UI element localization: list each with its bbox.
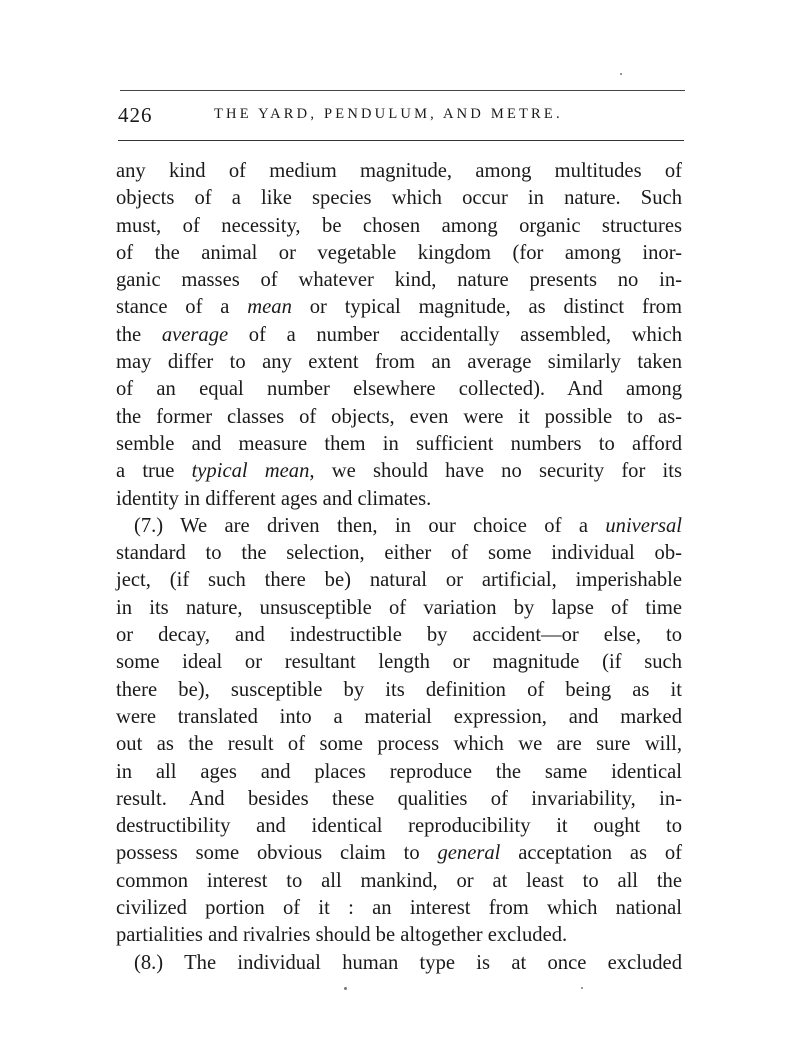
top-rule	[120, 90, 685, 91]
text-line	[116, 513, 682, 540]
text-line	[116, 868, 682, 895]
text-segment: semble and measure them in sufficient numbers to afford	[116, 432, 682, 455]
text-line	[116, 267, 682, 294]
text-segment: the	[116, 323, 162, 346]
text-line	[116, 677, 682, 704]
ink-speck	[620, 73, 622, 75]
text-line	[116, 240, 682, 267]
text-segment: (8.) The individual human type is at once excluded	[134, 951, 682, 974]
text-segment: ject, (if such there be) natural or artificial, imperishable	[116, 569, 682, 592]
text-line	[116, 567, 682, 594]
text-line	[116, 813, 682, 840]
italic-text: typical mean,	[191, 460, 315, 483]
text-line	[116, 595, 682, 622]
text-segment: may differ to any extent from an average similarly taken	[116, 351, 682, 374]
text-line	[116, 922, 682, 949]
text-line	[116, 540, 682, 567]
text-line	[116, 158, 682, 185]
ink-speck	[581, 987, 583, 989]
text-segment: result. And besides these qualities of invariability, in-	[116, 787, 682, 810]
text-segment: (7.) We are driven then, in our choice of a	[134, 514, 606, 537]
text-segment: standard to the selection, either of some individual ob-	[116, 542, 682, 565]
text-line	[116, 376, 682, 403]
text-segment: identity in different ages and climates.	[116, 487, 432, 510]
text-segment: of the animal or vegetable kingdom (for among inor-	[116, 241, 682, 264]
body-text	[116, 158, 682, 977]
text-line	[116, 759, 682, 786]
text-segment: were translated into a material expression, and marked	[116, 705, 682, 728]
text-segment: the former classes of objects, even were it possible to as-	[116, 405, 682, 428]
italic-text: average	[161, 323, 229, 346]
page-header	[118, 103, 688, 131]
text-line	[116, 649, 682, 676]
running-title: THE YARD, PENDULUM, AND METRE.	[214, 106, 563, 122]
text-line	[116, 622, 682, 649]
text-segment: any kind of medium magnitude, among multitudes of	[116, 160, 682, 182]
text-segment: civilized portion of it : an interest from which national	[116, 897, 682, 920]
text-segment: destructibility and identical reproducibility it ought to	[116, 815, 682, 838]
text-line	[116, 458, 682, 485]
text-line	[116, 731, 682, 758]
text-line	[116, 431, 682, 458]
ink-speck	[344, 987, 347, 990]
text-segment: a true	[116, 460, 192, 483]
text-line	[116, 349, 682, 376]
text-segment: stance of a	[116, 296, 248, 319]
text-line	[116, 213, 682, 240]
page-number: 426	[118, 103, 153, 127]
text-line	[116, 294, 682, 321]
text-segment: common interest to all mankind, or at least to all the	[116, 869, 682, 892]
text-line	[116, 185, 682, 212]
header-rule	[118, 140, 684, 141]
text-segment: ganic masses of whatever kind, nature presents no in-	[116, 269, 682, 292]
text-line	[116, 322, 682, 349]
text-segment: or decay, and indestructible by accident—or else, to	[116, 624, 682, 647]
text-segment: acceptation as of	[500, 842, 682, 865]
text-segment: possess some obvious claim to	[116, 842, 438, 865]
text-segment: in its nature, unsusceptible of variation by lapse of time	[116, 596, 682, 619]
italic-text: general	[437, 842, 501, 865]
text-segment: some ideal or resultant length or magnitude (if such	[116, 651, 682, 674]
text-segment: of an equal number elsewhere collected). And among	[116, 378, 682, 401]
text-segment: or typical magnitude, as distinct from	[291, 296, 682, 319]
text-segment: there be), susceptible by its definition of being as it	[116, 678, 682, 701]
text-segment: we should have no security for its	[314, 460, 682, 483]
text-segment: must, of necessity, be chosen among organic structures	[116, 214, 682, 237]
text-line	[116, 404, 682, 431]
italic-text: universal	[605, 514, 682, 537]
text-line	[116, 950, 682, 977]
text-segment: of a number accidentally assembled, which	[228, 323, 682, 346]
text-line	[116, 840, 682, 867]
text-segment: in all ages and places reproduce the same identical	[116, 760, 682, 783]
italic-text: mean	[247, 296, 292, 319]
text-line	[116, 786, 682, 813]
text-line	[116, 704, 682, 731]
text-segment: objects of a like species which occur in nature. Such	[116, 187, 682, 210]
text-segment: partialities and rivalries should be altogether excluded.	[116, 924, 568, 947]
text-line	[116, 486, 682, 513]
text-line	[116, 895, 682, 922]
text-segment: out as the result of some process which we are sure will,	[116, 733, 682, 756]
